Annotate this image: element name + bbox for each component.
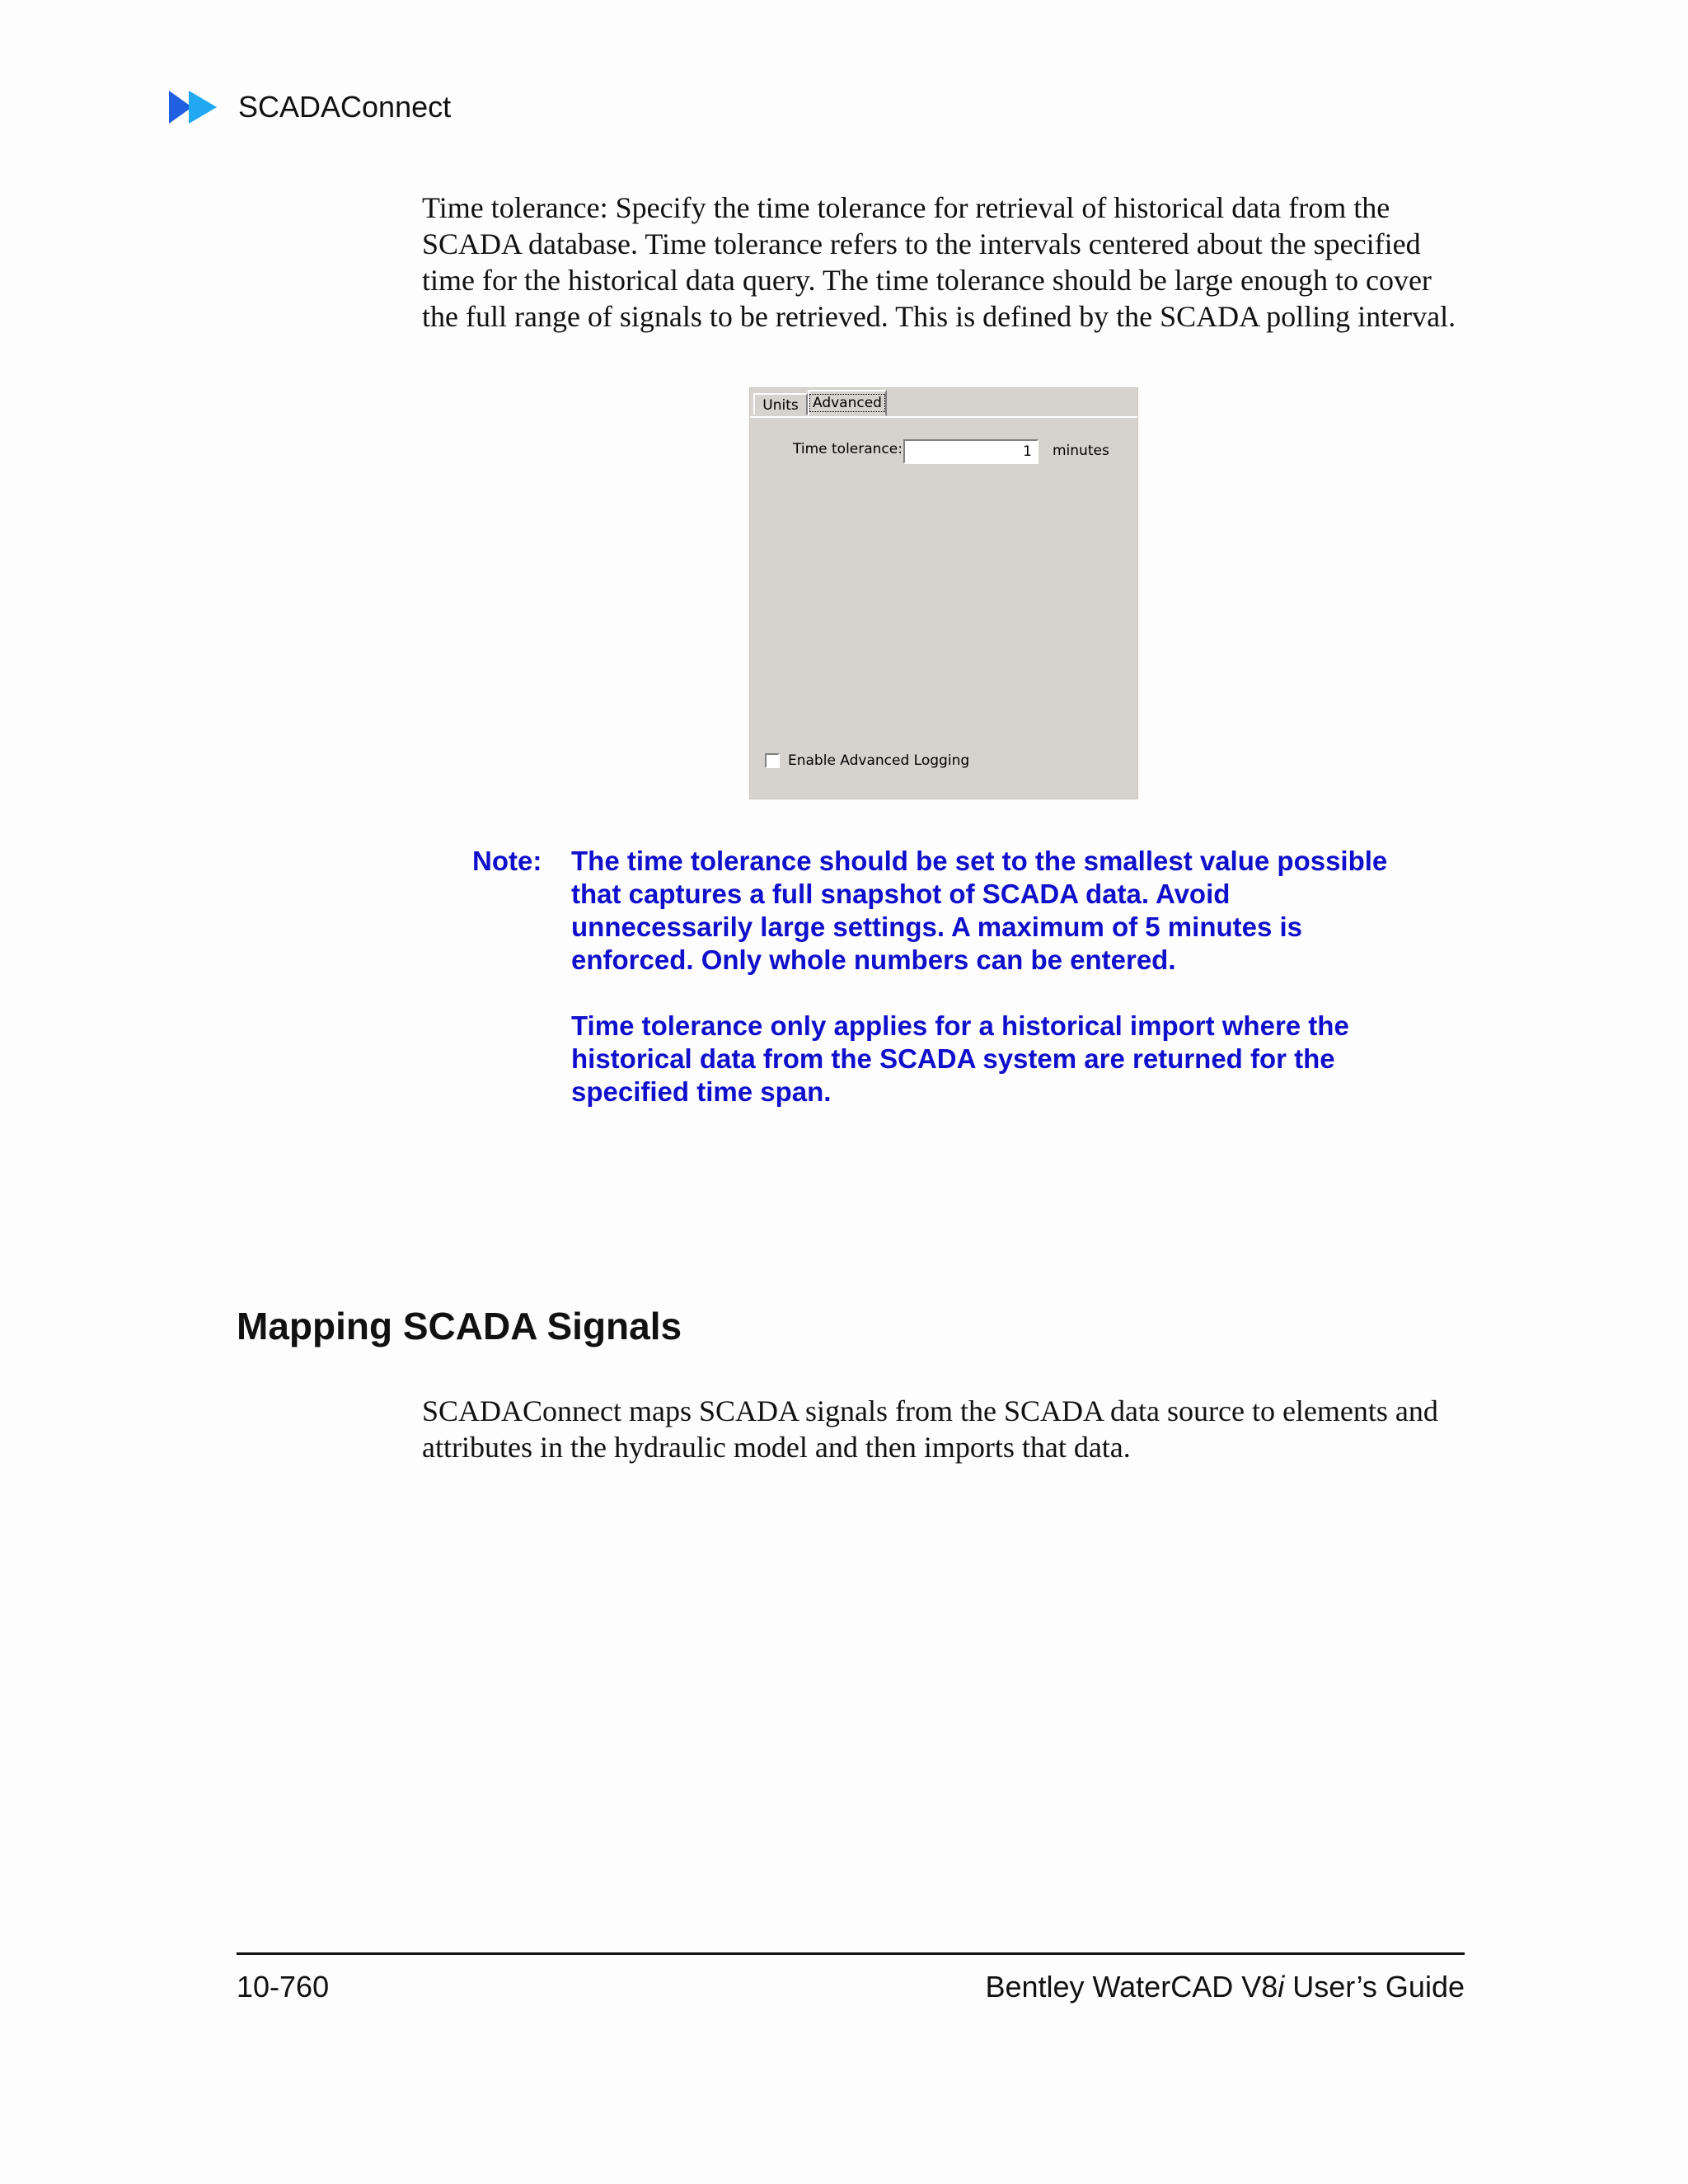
section-title: SCADAConnect — [238, 90, 452, 124]
page-number: 10-760 — [237, 1970, 330, 2004]
advanced-logging-label[interactable]: Enable Advanced Logging — [788, 752, 970, 769]
section-heading: Mapping SCADA Signals — [237, 1305, 682, 1347]
options-dialog-screenshot — [749, 387, 1138, 799]
guide-title-italic: i — [1278, 1970, 1285, 2004]
time-tolerance-label: Time tolerance: — [793, 441, 903, 457]
time-tolerance-input[interactable] — [903, 439, 1039, 464]
guide-title-prefix: Bentley WaterCAD V8 — [985, 1970, 1278, 2004]
double-chevron-right-icon — [169, 89, 222, 125]
tab-strip — [750, 388, 1137, 418]
tab-advanced-label: Advanced — [809, 394, 885, 412]
tab-advanced[interactable] — [808, 390, 887, 416]
note-label: Note: — [472, 846, 542, 876]
running-header — [169, 87, 451, 128]
advanced-logging-checkbox[interactable] — [765, 753, 780, 768]
note-text-2: Time tolerance only applies for a historical import where the historical data from the SCADA system are returned for the specified time span. — [571, 1010, 1349, 1107]
guide-title — [985, 1970, 1465, 2004]
advanced-logging-row — [765, 752, 969, 769]
time-tolerance-unit: minutes — [1053, 443, 1109, 459]
note-text-1: The time tolerance should be set to the smallest value possible that captures a full snapshot of SCADA data. Avoid unnecessarily large settings. A maximum of 5 minutes is enforced. Only whole numbers can be entered. — [571, 846, 1388, 975]
time-tolerance-paragraph: Time tolerance: Specify the time tolerance for retrieval of historical data from the SCADA database. Time tolerance refers to the intervals centered about the specified time for the historical data query. The time tolerance should be large enough to cover the full range of signals to be retrieved. This is defined by the SCADA polling interval. — [422, 191, 1456, 333]
guide-title-suffix: User’s Guide — [1284, 1970, 1465, 2004]
footer-rule — [237, 1952, 1465, 1955]
mapping-paragraph: SCADAConnect maps SCADA signals from the SCADA data source to elements and attributes in the hydraulic model and then imports that data. — [422, 1394, 1438, 1464]
tab-units[interactable]: Units — [753, 393, 808, 415]
